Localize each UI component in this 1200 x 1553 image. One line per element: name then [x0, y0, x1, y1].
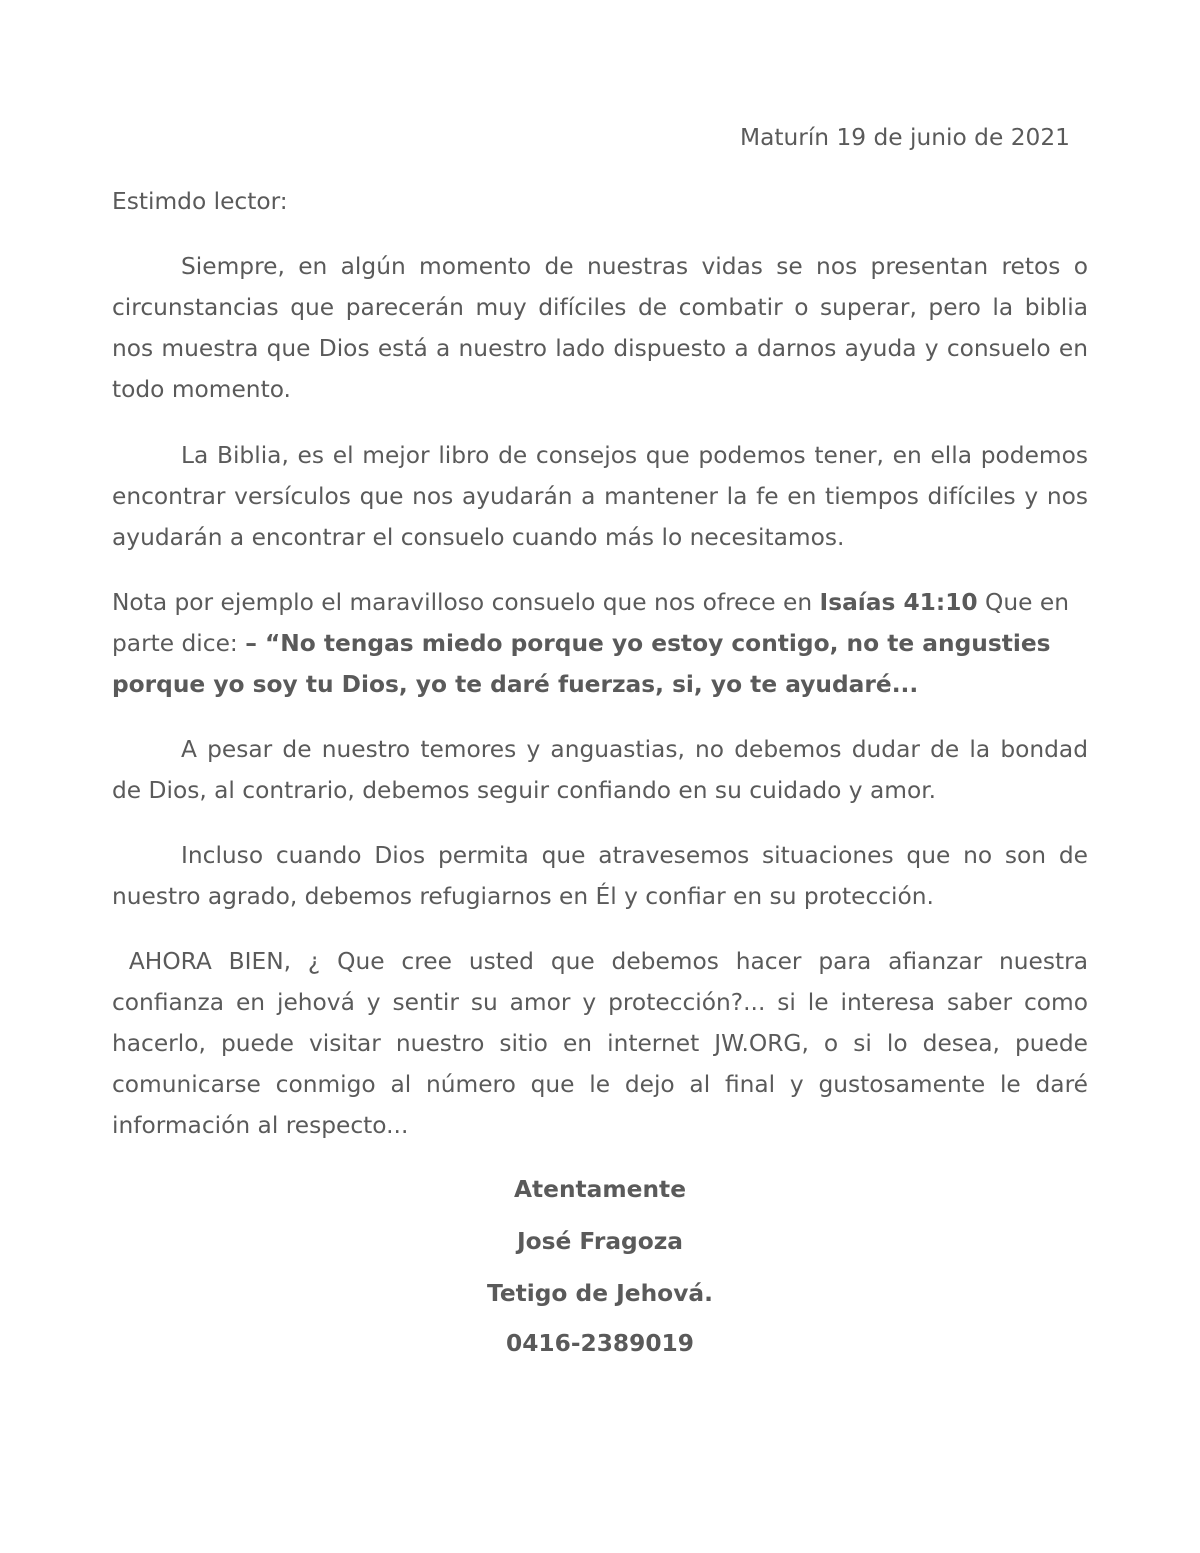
paragraph-3-mid: Que en parte dice: — [112, 589, 1069, 657]
paragraph-3-intro: Nota por ejemplo el maravilloso consuelo que nos ofrece en — [112, 589, 820, 616]
closing: Atentamente — [513, 1176, 686, 1203]
scripture-quote: – “No tengas miedo porque yo estoy contigo, no te angusties porque yo soy tu Dios, yo te daré fuerzas, si, yo te ayudaré... — [112, 630, 1051, 698]
salutation: Estimdo lector: — [112, 188, 288, 215]
signature-title: Tetigo de Jehová. — [487, 1280, 713, 1307]
phone-number: 0416-2389019 — [506, 1330, 694, 1357]
paragraph-6: AHORA BIEN, ¿ Que cree usted que debemos hacer para afianzar nuestra confianza en jehová y sentir su amor y protección?... si le interesa saber como hacerlo, puede visitar nuestro sitio en internet JW.ORG, o si lo desea, puede comunicarse conmigo al número que le dejo al final y gustosamente le daré información al respecto... — [112, 948, 1096, 1139]
paragraph-5: Incluso cuando Dios permita que atravesemos situaciones que no son de nuestro agrado, debemos refugiarnos en Él y confiar en su protección. — [112, 842, 1088, 910]
letter-date: Maturín 19 de junio de 2021 — [739, 124, 1070, 151]
signature-name: José Fragoza — [516, 1228, 684, 1255]
paragraph-4: A pesar de nuestro temores y anguastias, no debemos dudar de la bondad de Dios, al contrario, debemos seguir confiando en su cuidado y amor. — [112, 736, 1088, 804]
paragraph-2: La Biblia, es el mejor libro de consejos que podemos tener, en ella podemos encontrar versículos que nos ayudarán a mantener la fe en tiempos difíciles y nos ayudarán a encontrar el consuelo cuando más lo necesitamos. — [112, 442, 1088, 551]
scripture-reference: Isaías 41:10 — [819, 589, 978, 616]
paragraph-3 — [112, 582, 1088, 705]
paragraph-1: Siempre, en algún momento de nuestras vidas se nos presentan retos o circunstancias que parecerán muy difíciles de combatir o superar, pero la biblia nos muestra que Dios está a nuestro lado dispuesto a darnos ayuda y consuelo en todo momento. — [112, 253, 1088, 403]
